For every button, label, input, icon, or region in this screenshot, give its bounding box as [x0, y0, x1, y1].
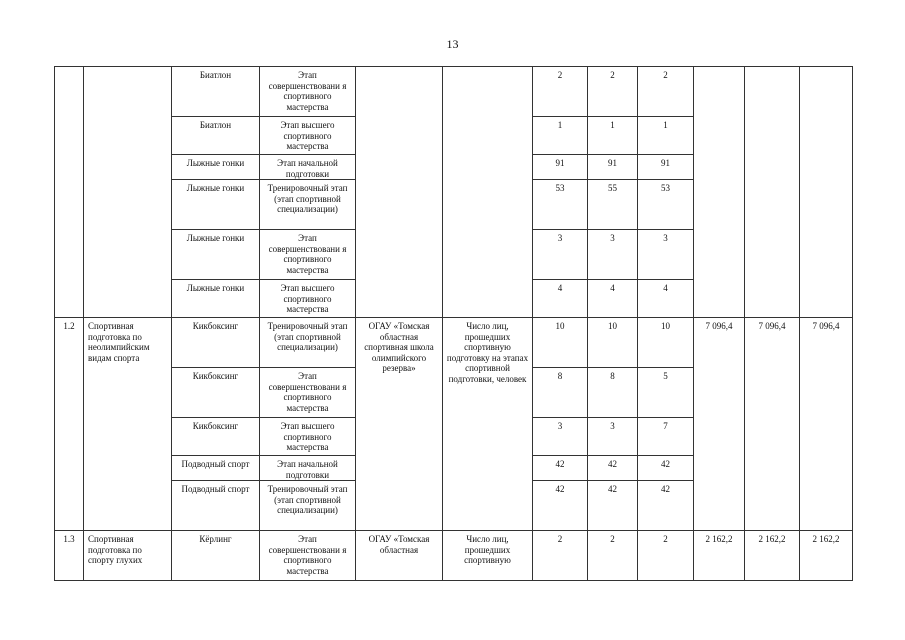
- value-cell: 2: [588, 531, 638, 581]
- value-cell: 42: [638, 481, 694, 531]
- funding-cell: 2 162,2: [745, 531, 800, 581]
- sport-cell: Подводный спорт: [172, 481, 260, 531]
- funding-cell: 2 162,2: [800, 531, 853, 581]
- table-row: [55, 318, 853, 368]
- sport-cell: Кикбоксинг: [172, 368, 260, 418]
- indicator-cell: [443, 67, 533, 318]
- value-cell: 91: [638, 155, 694, 180]
- stage-cell: Тренировочный этап (этап спортивной специализации): [260, 180, 356, 230]
- value-cell: 8: [588, 368, 638, 418]
- sport-cell: Лыжные гонки: [172, 230, 260, 280]
- value-cell: 2: [638, 67, 694, 117]
- funding-cell: 7 096,4: [694, 318, 745, 531]
- sport-cell: Лыжные гонки: [172, 155, 260, 180]
- value-cell: 42: [588, 456, 638, 481]
- sport-cell: Лыжные гонки: [172, 180, 260, 230]
- organization-cell: [356, 67, 443, 318]
- value-cell: 1: [638, 117, 694, 155]
- sport-cell: Биатлон: [172, 117, 260, 155]
- stage-cell: Этап совершенствовани я спортивного мастерства: [260, 230, 356, 280]
- value-cell: 10: [638, 318, 694, 368]
- page-number: 13: [446, 37, 459, 51]
- value-cell: 10: [588, 318, 638, 368]
- section-name-cell: [84, 67, 172, 318]
- stage-cell: Этап начальной подготовки: [260, 456, 356, 481]
- sport-cell: Лыжные гонки: [172, 280, 260, 318]
- section-number-cell: [55, 67, 84, 318]
- value-cell: 4: [638, 280, 694, 318]
- funding-cell: 7 096,4: [800, 318, 853, 531]
- value-cell: 3: [533, 230, 588, 280]
- value-cell: 91: [533, 155, 588, 180]
- value-cell: 42: [638, 456, 694, 481]
- budget-table: [54, 66, 853, 581]
- sport-cell: Кёрлинг: [172, 531, 260, 581]
- funding-cell: 7 096,4: [745, 318, 800, 531]
- stage-cell: Этап совершенствовани я спортивного мастерства: [260, 368, 356, 418]
- value-cell: 10: [533, 318, 588, 368]
- value-cell: 2: [588, 67, 638, 117]
- sport-cell: Кикбоксинг: [172, 318, 260, 368]
- value-cell: 7: [638, 418, 694, 456]
- value-cell: 5: [638, 368, 694, 418]
- funding-cell: [745, 67, 800, 318]
- funding-cell: [800, 67, 853, 318]
- stage-cell: Этап высшего спортивного мастерства: [260, 280, 356, 318]
- stage-cell: Этап высшего спортивного мастерства: [260, 117, 356, 155]
- table-row: [55, 67, 853, 117]
- indicator-cell: Число лиц, прошедших спортивную подготовку на этапах спортивной подготовки, человек: [443, 318, 533, 531]
- stage-cell: Этап совершенствовани я спортивного мастерства: [260, 67, 356, 117]
- funding-cell: [694, 67, 745, 318]
- stage-cell: Этап совершенствовани я спортивного мастерства: [260, 531, 356, 581]
- value-cell: 53: [533, 180, 588, 230]
- sport-cell: Кикбоксинг: [172, 418, 260, 456]
- organization-cell: ОГАУ «Томская областная: [356, 531, 443, 581]
- value-cell: 3: [638, 230, 694, 280]
- section-number-cell: 1.3: [55, 531, 84, 581]
- value-cell: 3: [533, 418, 588, 456]
- value-cell: 42: [533, 481, 588, 531]
- sport-cell: Биатлон: [172, 67, 260, 117]
- funding-cell: 2 162,2: [694, 531, 745, 581]
- section-number-cell: 1.2: [55, 318, 84, 531]
- sport-cell: Подводный спорт: [172, 456, 260, 481]
- value-cell: 4: [588, 280, 638, 318]
- value-cell: 91: [588, 155, 638, 180]
- value-cell: 42: [533, 456, 588, 481]
- stage-cell: Тренировочный этап (этап спортивной специализации): [260, 318, 356, 368]
- value-cell: 4: [533, 280, 588, 318]
- stage-cell: Этап высшего спортивного мастерства: [260, 418, 356, 456]
- value-cell: 55: [588, 180, 638, 230]
- value-cell: 1: [588, 117, 638, 155]
- stage-cell: Этап начальной подготовки: [260, 155, 356, 180]
- organization-cell: ОГАУ «Томская областная спортивная школа олимпийского резерва»: [356, 318, 443, 531]
- value-cell: 3: [588, 418, 638, 456]
- section-name-cell: Спортивная подготовка по неолимпийским видам спорта: [84, 318, 172, 531]
- value-cell: 1: [533, 117, 588, 155]
- value-cell: 3: [588, 230, 638, 280]
- indicator-cell: Число лиц, прошедших спортивную: [443, 531, 533, 581]
- value-cell: 8: [533, 368, 588, 418]
- value-cell: 2: [533, 531, 588, 581]
- value-cell: 2: [638, 531, 694, 581]
- section-name-cell: Спортивная подготовка по спорту глухих: [84, 531, 172, 581]
- value-cell: 42: [588, 481, 638, 531]
- table-row: [55, 531, 853, 581]
- stage-cell: Тренировочный этап (этап спортивной специализации): [260, 481, 356, 531]
- value-cell: 2: [533, 67, 588, 117]
- value-cell: 53: [638, 180, 694, 230]
